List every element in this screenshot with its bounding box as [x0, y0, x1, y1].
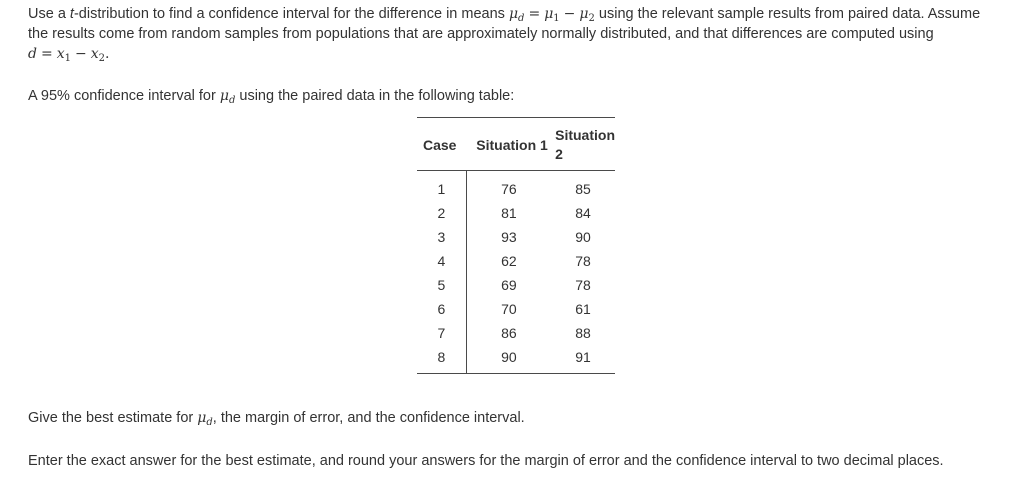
- cell-situation-2: 84: [575, 205, 591, 221]
- table-body: [417, 171, 615, 374]
- cell-situation-1: 81: [501, 205, 517, 221]
- cell-case: 1: [417, 171, 466, 202]
- cell-situation-1: 69: [501, 277, 517, 293]
- d-definition-formula: $d = x_1 - x_2$.: [28, 46, 110, 64]
- table-row: [417, 321, 615, 345]
- cell-situation-2: 91: [575, 349, 591, 365]
- table-header-row: [417, 118, 615, 171]
- t-letter: t: [69, 6, 74, 22]
- mu-d-symbol: $\mu_d$: [219, 88, 236, 106]
- cell-case: 7: [417, 321, 466, 345]
- cell-situation-1: 70: [501, 301, 517, 317]
- mu-d-symbol-2: $\mu_d$: [197, 410, 213, 428]
- cell-case: 2: [417, 201, 466, 225]
- rounding-instructions: Enter the exact answer for the best estimate, and round your answers for the margin of error and the confidence interval to two decimal places.: [28, 453, 944, 469]
- best-estimate-prompt: [28, 408, 525, 428]
- cell-case: 5: [417, 273, 466, 297]
- problem-intro: [28, 4, 1003, 64]
- cell-case: 6: [417, 297, 466, 321]
- cell-case: 3: [417, 225, 466, 249]
- paired-data-table: [417, 117, 615, 374]
- cell-case: 8: [417, 345, 466, 374]
- ci-text-after: using the paired data in the following table:: [235, 88, 515, 104]
- table-row: [417, 201, 615, 225]
- cell-situation-2: 90: [575, 229, 591, 245]
- table-row: [417, 273, 615, 297]
- table-row: [417, 171, 615, 202]
- cell-situation-2: 85: [575, 181, 591, 197]
- cell-situation-1: 86: [501, 325, 517, 341]
- cell-situation-2: 88: [575, 325, 591, 341]
- cell-situation-2: 78: [575, 253, 591, 269]
- cell-situation-1: 93: [501, 229, 517, 245]
- table-row: [417, 297, 615, 321]
- table-row: [417, 345, 615, 374]
- intro-text-3: using the relevant sample results from paired data. Assume the results come from random samples from populations that are approximately normally distributed, and that differences are computed using: [28, 6, 981, 42]
- ci-text-before: A 95% confidence interval for: [28, 88, 220, 104]
- cell-situation-1: 90: [501, 349, 517, 365]
- table-row: [417, 249, 615, 273]
- header-situation-1: Situation 1: [466, 118, 551, 171]
- ci-prompt: [28, 86, 514, 106]
- cell-situation-1: 62: [501, 253, 517, 269]
- best-text-before: Give the best estimate for: [28, 410, 198, 426]
- best-text-after: , the margin of error, and the confidence interval.: [212, 410, 525, 426]
- cell-situation-2: 61: [575, 301, 591, 317]
- table-row: [417, 225, 615, 249]
- difference-formula: $\mu_d = \mu_1 - \mu_2$: [508, 6, 595, 24]
- cell-situation-2: 78: [575, 277, 591, 293]
- cell-situation-1: 76: [501, 181, 517, 197]
- intro-text-1: Use a: [28, 6, 70, 22]
- cell-case: 4: [417, 249, 466, 273]
- header-situation-2: Situation 2: [551, 118, 615, 171]
- intro-text-2: -distribution to find a confidence interval for the difference in means: [73, 6, 509, 22]
- header-case: Case: [417, 118, 466, 171]
